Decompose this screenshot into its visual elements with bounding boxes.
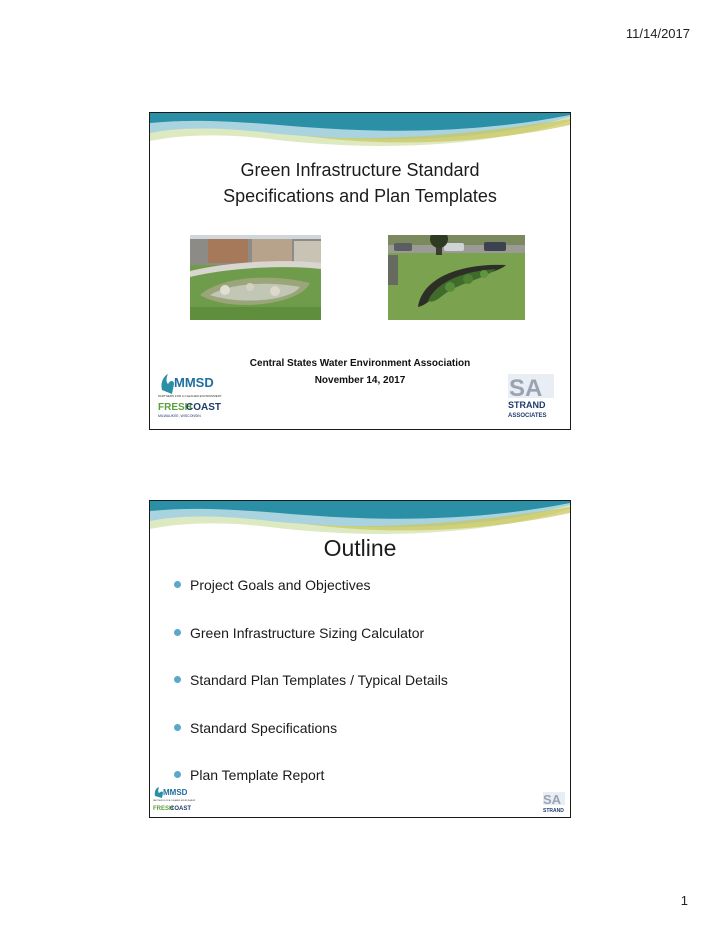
- svg-text:COAST: COAST: [170, 806, 191, 812]
- page-number: 1: [680, 893, 688, 908]
- strand-associates-logo: [542, 791, 568, 817]
- list-item: Standard Specifications: [172, 720, 448, 768]
- svg-text:STRAND: STRAND: [508, 400, 546, 410]
- mmsd-logo: [152, 784, 198, 818]
- event-date: November 14, 2017: [314, 375, 406, 386]
- bullet-icon: [174, 676, 181, 683]
- svg-text:SA: SA: [509, 375, 543, 402]
- svg-text:MMSD: MMSD: [174, 375, 214, 390]
- svg-text:MMSD: MMSD: [163, 788, 188, 797]
- list-item: Plan Template Report: [172, 767, 448, 815]
- bioswale-photo: [388, 235, 525, 320]
- list-item: Project Goals and Objectives: [172, 577, 448, 625]
- page-date: 11/14/2017: [625, 26, 690, 41]
- svg-text:FRESH: FRESH: [158, 402, 192, 413]
- bullet-icon: [174, 581, 181, 588]
- bullet-icon: [174, 724, 181, 731]
- svg-text:ASSOCIATES: ASSOCIATES: [508, 413, 547, 419]
- title-slide: [149, 112, 571, 430]
- list-item: Standard Plan Templates / Typical Details: [172, 672, 448, 720]
- rain-garden-photo: [190, 235, 321, 320]
- mmsd-logo: [156, 368, 226, 424]
- slide-title: Outline: [323, 535, 397, 561]
- svg-text:COAST: COAST: [186, 402, 221, 413]
- outline-slide: [149, 500, 571, 818]
- title-line-1: Green Infrastructure Standard: [240, 160, 480, 180]
- slide-title: [150, 157, 570, 209]
- svg-text:PARTNERS FOR A CLEANER ENVIRON: PARTNERS FOR A CLEANER ENVIRONMENT: [153, 800, 196, 802]
- svg-text:SA: SA: [543, 792, 562, 807]
- title-line-2: Specifications and Plan Templates: [223, 186, 497, 206]
- strand-associates-logo: [506, 372, 562, 420]
- list-item: Green Infrastructure Sizing Calculator: [172, 625, 448, 673]
- svg-text:FRESH: FRESH: [153, 806, 174, 812]
- svg-text:PARTNERS FOR A CLEANER ENVIRON: PARTNERS FOR A CLEANER ENVIRONMENT: [158, 394, 222, 398]
- bullet-icon: [174, 629, 181, 636]
- svg-text:MILWAUKEE, WISCONSIN: MILWAUKEE, WISCONSIN: [158, 414, 201, 418]
- svg-text:STRAND: STRAND: [543, 808, 564, 814]
- event-name: Central States Water Environment Association: [249, 358, 471, 369]
- bullet-icon: [174, 771, 181, 778]
- outline-list: [172, 577, 448, 815]
